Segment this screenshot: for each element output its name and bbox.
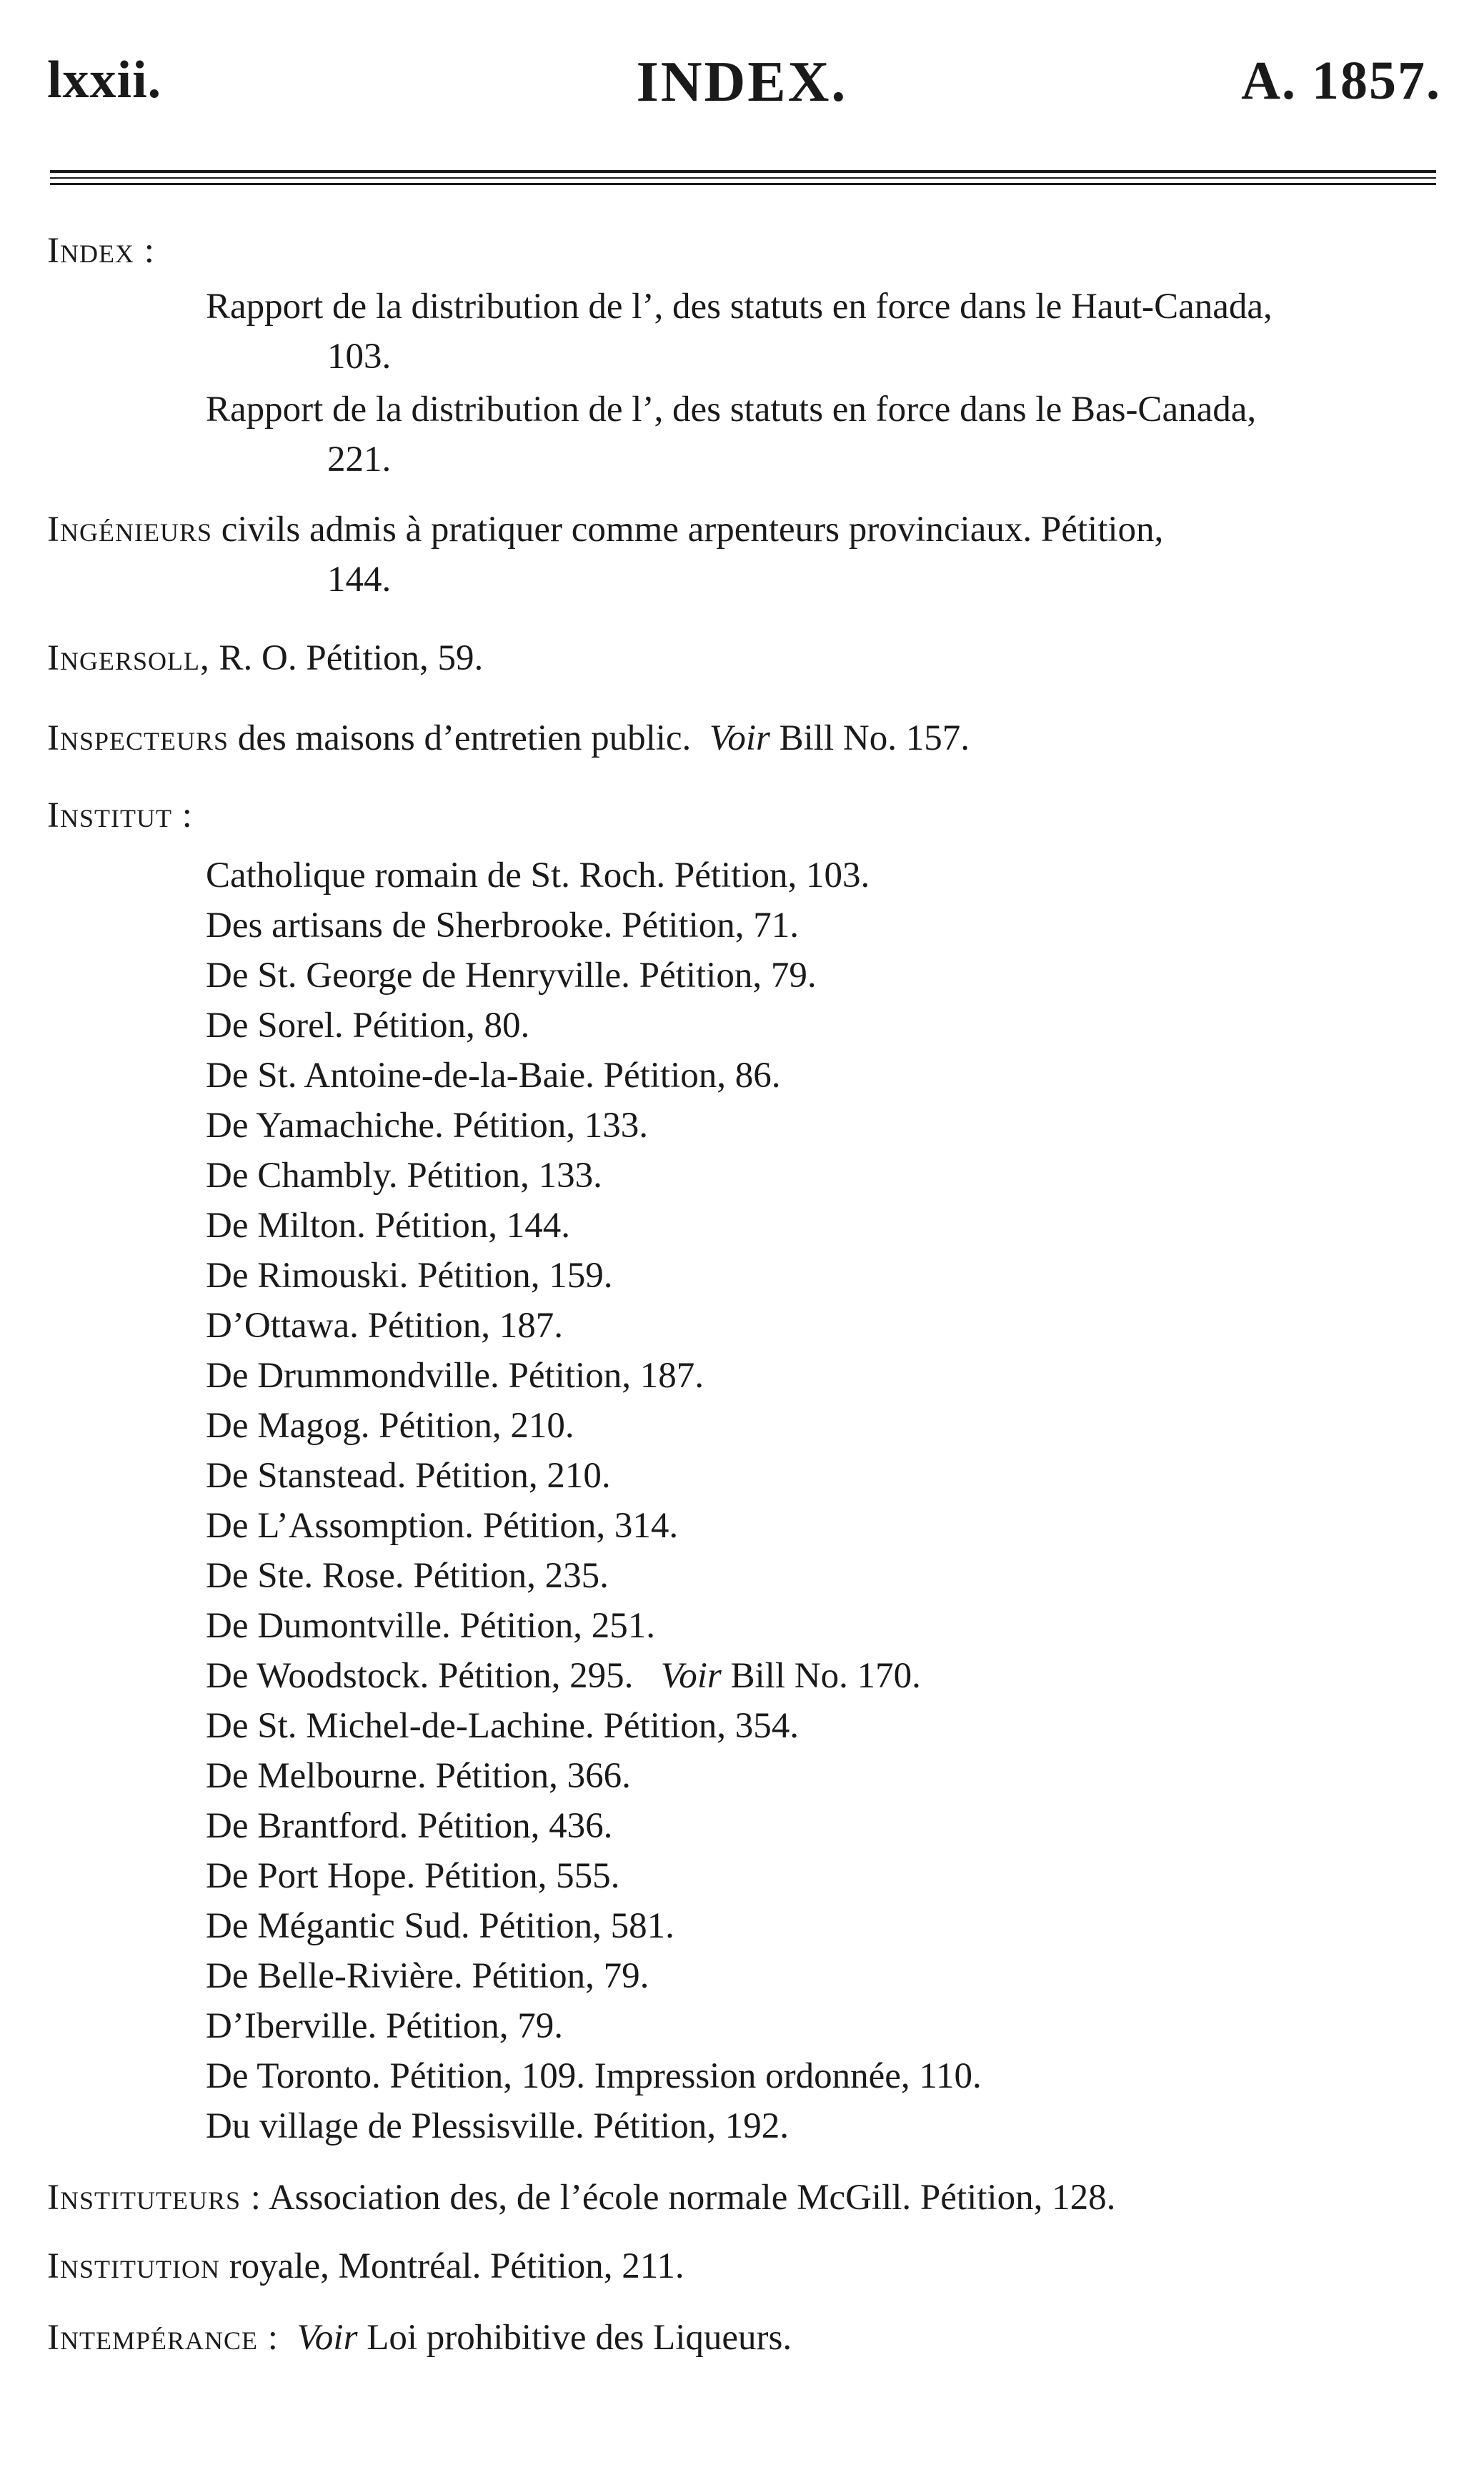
entry-head: Institution [47,2246,220,2286]
header-title: INDEX. [636,51,848,114]
entry-cont: 144. [327,560,392,600]
entry-text: Association des, de l’école normale McGill. Pétition, 128. [268,2178,1116,2218]
list-item: De Stanstead. Pétition, 210. [206,1456,611,1496]
index-entry [47,2173,1455,2223]
list-item: D’Iberville. Pétition, 79. [206,2006,563,2046]
list-item: De Port Hope. Pétition, 555. [206,1856,620,1896]
entry-text: R. O. Pétition, 59. [219,638,484,678]
list-item: De Sorel. Pétition, 80. [206,1006,530,1046]
index-entry [47,2241,1455,2291]
list-item: De Rimouski. Pétition, 159. [206,1256,613,1296]
list-item: De Yamachiche. Pétition, 133. [206,1106,648,1146]
entry-head: Ingénieurs [47,510,212,550]
entry-ref: Bill No. 170. [730,1656,921,1696]
page-header [0,50,1484,129]
list-item: D’Ottawa. Pétition, 187. [206,1306,564,1346]
header-rule [50,170,1436,173]
index-subentry: Rapport de la distribution de l’, des statuts en force dans le Bas-Canada, [206,390,1257,430]
entry-text: De Woodstock. Pétition, 295. [206,1656,634,1696]
entry-head: Inspecteurs [47,718,229,758]
voir-label: Voir [660,1656,722,1696]
list-item: De St. George de Henryville. Pétition, 79. [206,956,817,996]
entry-ref: Bill No. 157. [779,718,970,758]
list-item: De Belle-Rivière. Pétition, 79. [206,1956,649,1996]
voir-label: Voir [297,2318,358,2358]
list-item: De St. Antoine-de-la-Baie. Pétition, 86. [206,1056,781,1096]
list-item: De Dumontville. Pétition, 251. [206,1606,655,1646]
list-item: De Melbourne. Pétition, 366. [206,1756,631,1796]
list-item [206,1651,921,1701]
list-item: Catholique romain de St. Roch. Pétition, 103. [206,855,870,896]
index-subentry: Rapport de la distribution de l’, des statuts en force dans le Haut-Canada, [206,287,1273,327]
list-item: De Toronto. Pétition, 109. Impression ordonnée, 110. [206,2056,982,2096]
entry-text: civils admis à pratiquer comme arpenteurs provinciaux. Pétition, [221,510,1164,550]
index-entry [47,633,1455,683]
index-entry [47,505,1455,555]
header-page-number: lxxii. [47,51,162,109]
entry-text: Loi prohibitive des Liqueurs. [367,2318,792,2358]
entry-text: des maisons d’entretien public. [237,718,692,758]
entry-head: Instituteurs : [47,2178,262,2218]
list-item: De Chambly. Pétition, 133. [206,1156,602,1196]
index-entry [47,713,1455,763]
header-rule [50,177,1436,179]
list-item: De Brantford. Pétition, 436. [206,1806,613,1846]
list-item: De Magog. Pétition, 210. [206,1406,574,1446]
list-item: De Milton. Pétition, 144. [206,1206,570,1246]
entry-text: royale, Montréal. Pétition, 211. [229,2246,684,2286]
entry-head: Ingersoll, [47,638,210,678]
list-item: Des artisans de Sherbrooke. Pétition, 71. [206,906,800,946]
header-rule [50,183,1436,185]
index-entry [47,790,1455,840]
list-item: De Ste. Rose. Pétition, 235. [206,1556,609,1596]
index-entry [47,226,1455,276]
index-subentry-cont: 221. [327,440,392,480]
voir-label: Voir [709,718,770,758]
list-item: De St. Michel-de-Lachine. Pétition, 354. [206,1706,799,1746]
index-subentry-cont: 103. [327,337,392,377]
entry-head: Intempérance : [47,2318,279,2358]
list-item: De L’Assomption. Pétition, 314. [206,1506,679,1546]
list-item: Du village de Plessisville. Pétition, 192. [206,2106,789,2146]
header-year: A. 1857. [1241,51,1441,111]
entry-head: Institut : [47,795,193,835]
list-item: De Mégantic Sud. Pétition, 581. [206,1906,674,1946]
list-item: De Drummondville. Pétition, 187. [206,1356,704,1396]
index-entry [47,2313,1455,2363]
entry-head: Index : [47,231,155,271]
